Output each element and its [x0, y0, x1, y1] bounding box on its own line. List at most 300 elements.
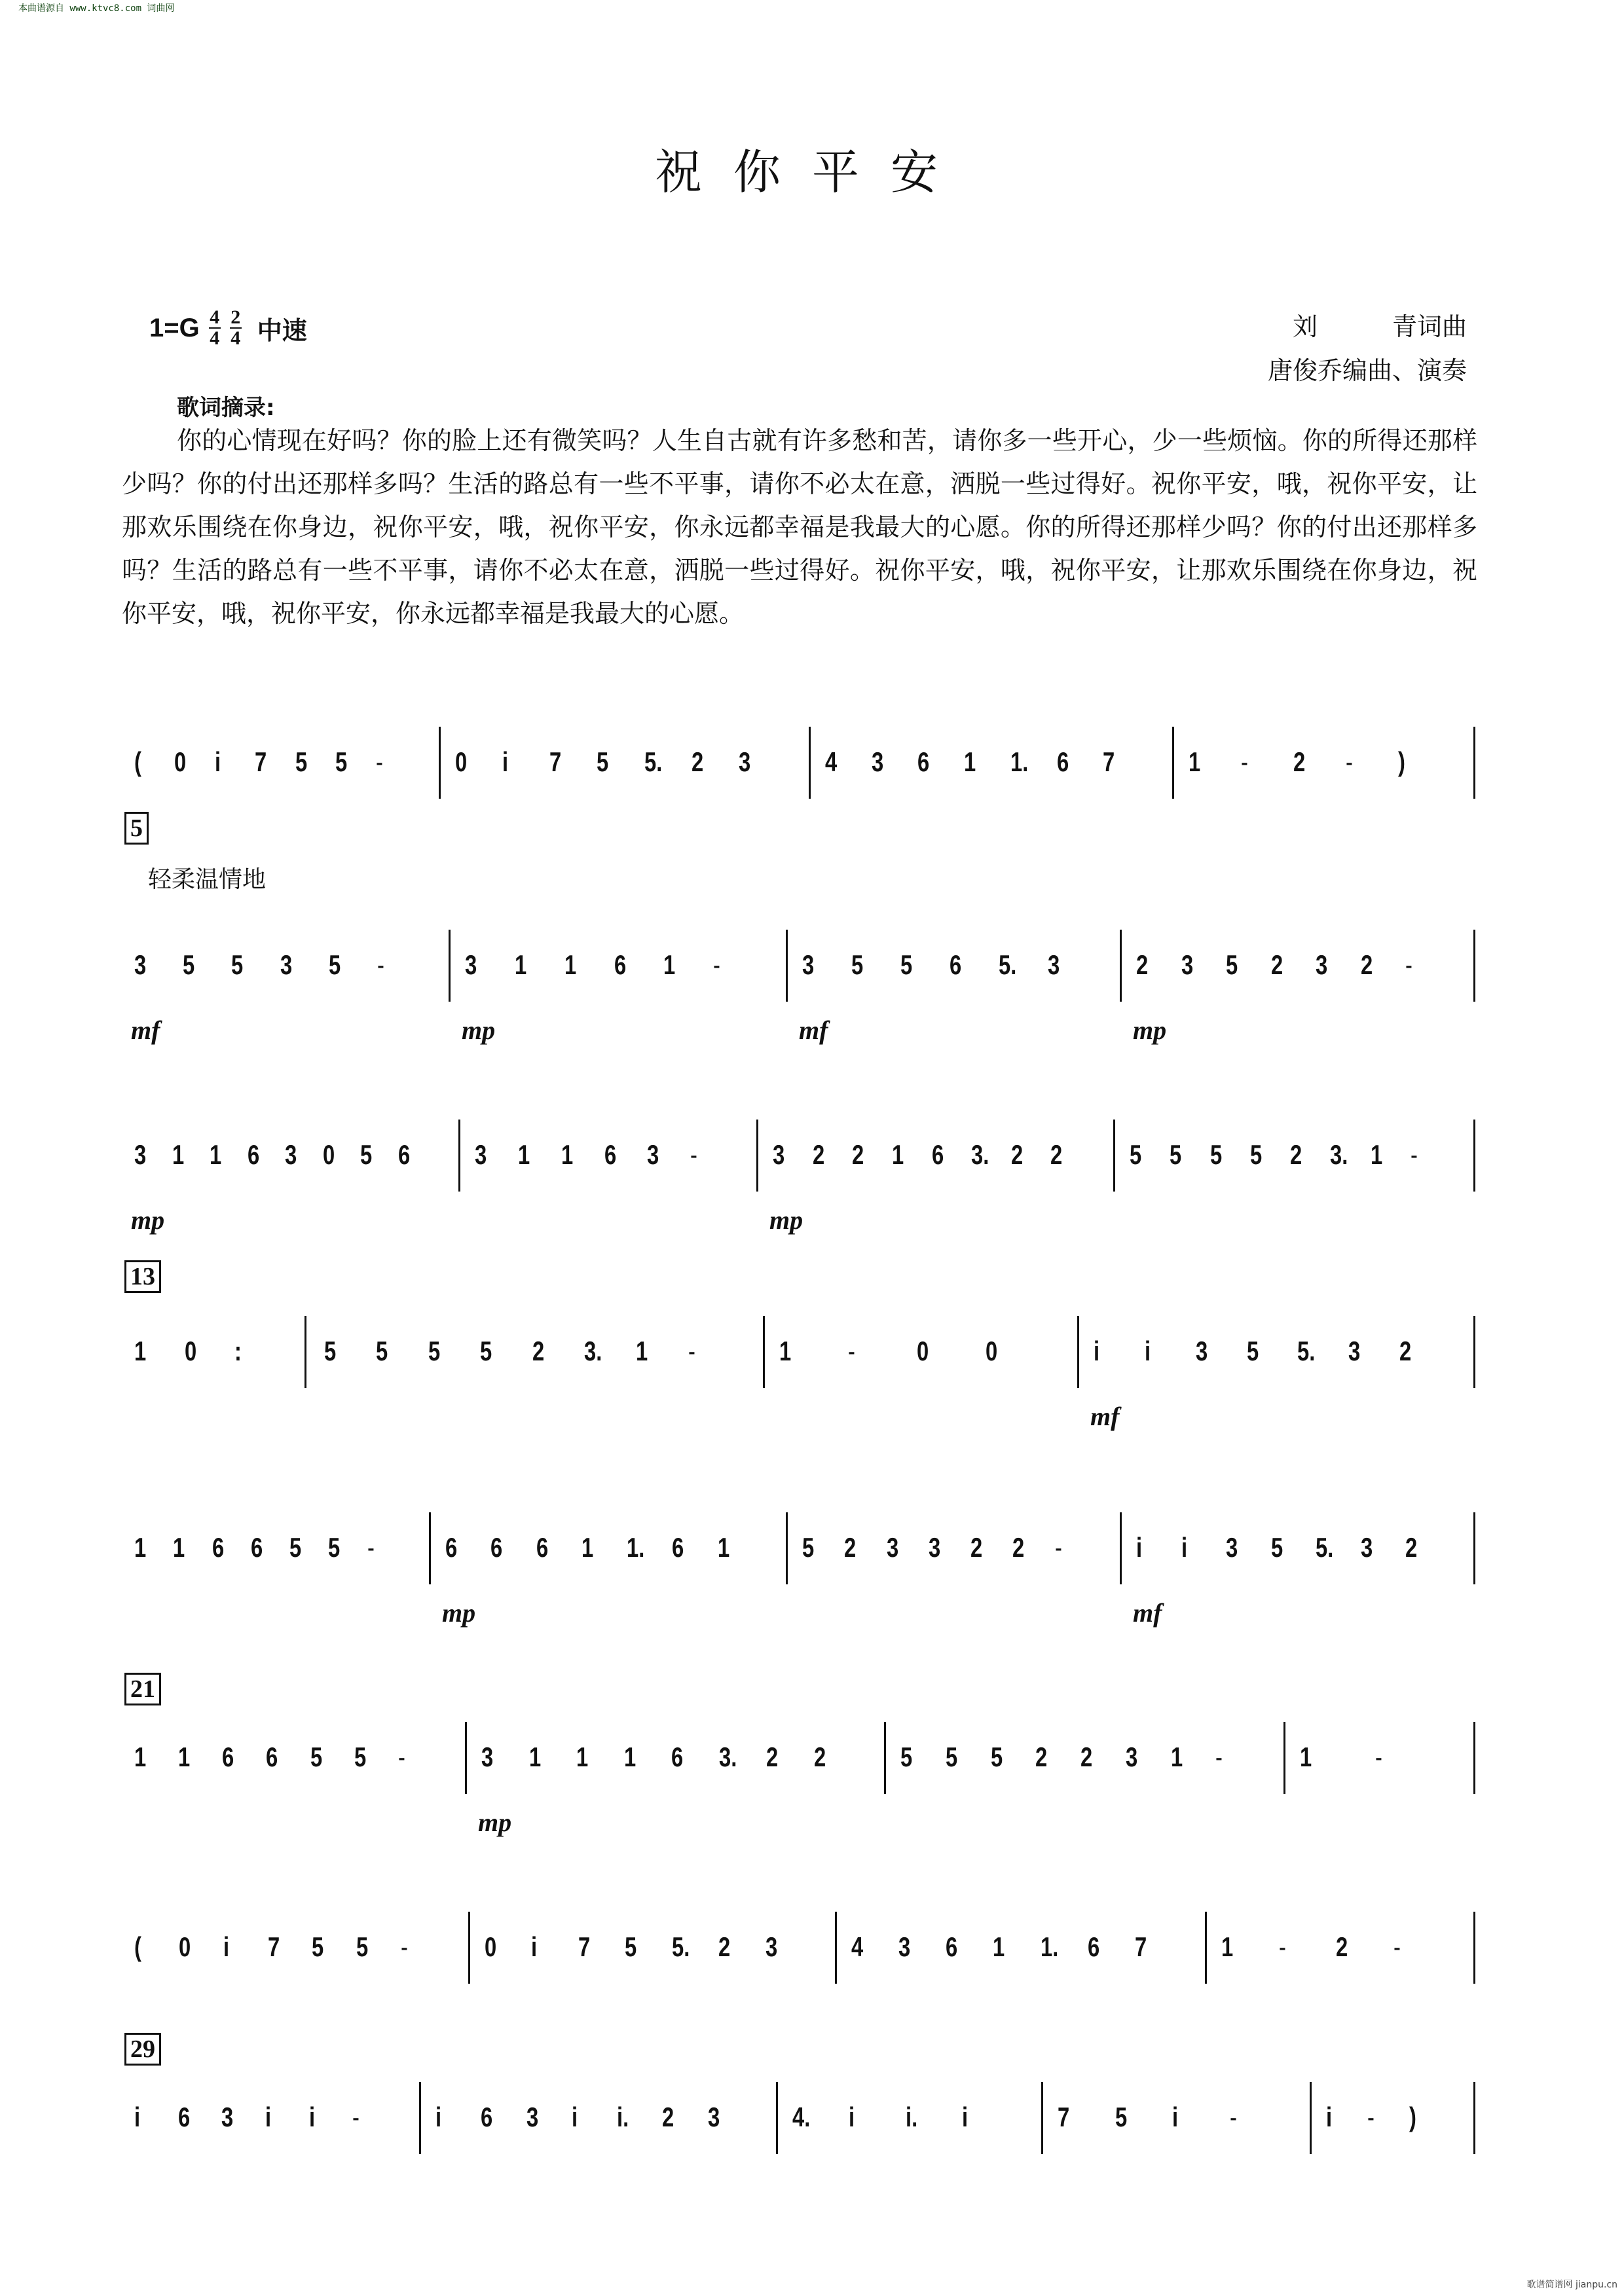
- note: 6: [917, 746, 930, 777]
- note: 2: [1360, 949, 1373, 980]
- barline: [449, 930, 451, 1002]
- note: 2: [766, 1741, 779, 1772]
- note: 2: [1080, 1741, 1093, 1772]
- note: 6: [950, 949, 962, 980]
- note: 1: [134, 1741, 147, 1772]
- note: 2: [1270, 949, 1283, 980]
- note: 3.: [583, 1336, 602, 1366]
- measure: [1120, 917, 1473, 1048]
- note: 7: [1134, 1931, 1147, 1962]
- note: 5: [289, 1532, 302, 1563]
- note: -: [352, 2102, 360, 2132]
- note: 2: [662, 2102, 674, 2132]
- expression-marking: 轻柔温情地: [148, 866, 267, 893]
- measure: [118, 2069, 419, 2200]
- note: 3: [1360, 1532, 1373, 1563]
- note: 5: [1209, 1139, 1222, 1170]
- measure: [1041, 2069, 1310, 2200]
- measure: [835, 1899, 1205, 2030]
- note: 6: [536, 1532, 548, 1563]
- note: 1: [134, 1336, 147, 1366]
- note: 2: [1012, 1532, 1025, 1563]
- note: -: [1229, 2102, 1237, 2132]
- note: 1: [561, 1139, 573, 1170]
- note: i.: [905, 2102, 917, 2132]
- key-signature-line: [149, 308, 307, 348]
- measure: [1310, 2069, 1473, 2200]
- note: 5: [1249, 1139, 1262, 1170]
- note: 5: [851, 949, 864, 980]
- note: 3.: [971, 1139, 989, 1170]
- note: -: [713, 949, 721, 980]
- note: 6: [604, 1139, 616, 1170]
- barline: [419, 2082, 421, 2154]
- rehearsal-mark-29: 29: [124, 2033, 161, 2066]
- note: 6: [931, 1139, 944, 1170]
- barline: [1473, 930, 1475, 1002]
- note: 6: [614, 949, 626, 980]
- dynamic-marking: mp: [462, 1015, 496, 1045]
- note: 1: [891, 1139, 904, 1170]
- dynamic-marking: mf: [799, 1015, 828, 1045]
- note: 5.: [1316, 1532, 1334, 1563]
- note: (: [134, 746, 141, 777]
- note: 5: [312, 1931, 324, 1962]
- note: 3: [134, 1139, 147, 1170]
- rehearsal-mark-21: 21: [124, 1673, 161, 1705]
- note: 0: [322, 1139, 335, 1170]
- note: 1: [717, 1532, 729, 1563]
- lyrics-heading: 歌词摘录:: [177, 395, 275, 421]
- note: 7: [1103, 746, 1115, 777]
- barline: [1120, 1512, 1122, 1584]
- barline: [1473, 1512, 1475, 1584]
- barline: [809, 727, 811, 799]
- note: 1: [172, 1139, 184, 1170]
- note: 3: [134, 949, 147, 980]
- note: 6: [1056, 746, 1069, 777]
- measure: [1205, 1899, 1473, 2030]
- note: 5: [354, 1741, 366, 1772]
- note: 5: [328, 1532, 341, 1563]
- barline: [1473, 2082, 1475, 2154]
- measure: [118, 1899, 468, 2030]
- note: i: [134, 2102, 141, 2132]
- measure: [1077, 1303, 1473, 1434]
- note: 5: [335, 746, 348, 777]
- measure: [786, 917, 1120, 1048]
- dynamic-marking: mp: [442, 1598, 476, 1628]
- note: i: [849, 2102, 855, 2132]
- note: 6: [247, 1139, 259, 1170]
- note: 6: [445, 1532, 458, 1563]
- measure: [118, 1106, 458, 1237]
- barline: [1310, 2082, 1312, 2154]
- note: 3: [1226, 1532, 1238, 1563]
- note: 3: [886, 1532, 898, 1563]
- measure: [308, 1303, 763, 1434]
- note: 7: [267, 1931, 280, 1962]
- note: 3: [1048, 949, 1060, 980]
- note: 7: [549, 746, 562, 777]
- credit-arranger: 唐俊乔编曲、演奏: [1267, 356, 1467, 385]
- note: 3: [928, 1532, 941, 1563]
- note: 3: [481, 1741, 494, 1772]
- note: 5: [183, 949, 195, 980]
- note: 1: [779, 1336, 792, 1366]
- note: 2: [844, 1532, 857, 1563]
- note: 6: [1087, 1931, 1099, 1962]
- measure: [1120, 1499, 1473, 1630]
- barline: [786, 1512, 788, 1584]
- note: 6: [177, 2102, 190, 2132]
- measure: [1283, 1709, 1473, 1840]
- note: i: [265, 2102, 272, 2132]
- barline: [468, 1912, 470, 1984]
- note: 1: [517, 1139, 530, 1170]
- note: i: [502, 746, 509, 777]
- measure: [468, 1899, 835, 2030]
- barline: [1077, 1316, 1079, 1388]
- note: i: [435, 2102, 442, 2132]
- note: -: [1241, 746, 1248, 777]
- measure: [118, 714, 439, 845]
- score-system: [118, 917, 1480, 1048]
- note: :: [234, 1336, 242, 1366]
- barline: [835, 1912, 837, 1984]
- note: -: [401, 1931, 409, 1962]
- note: i.: [617, 2102, 629, 2132]
- barline: [1041, 2082, 1043, 2154]
- time-signature-1: $\frac{4}{4}$: [210, 306, 220, 349]
- note: 2: [1405, 1532, 1418, 1563]
- key-signature: 1=G: [149, 313, 200, 342]
- note: 5: [376, 1336, 388, 1366]
- barline: [786, 930, 788, 1002]
- note: 3: [465, 949, 477, 980]
- note: 3: [1316, 949, 1328, 980]
- note: 5: [1270, 1532, 1283, 1563]
- note: 3: [526, 2102, 538, 2132]
- measure: [419, 2069, 776, 2200]
- note: 4.: [792, 2102, 811, 2132]
- barline: [1172, 727, 1174, 799]
- note: 0: [986, 1336, 998, 1366]
- note: -: [1346, 746, 1353, 777]
- note: 0: [184, 1336, 196, 1366]
- note: 5: [310, 1741, 322, 1772]
- note: -: [1367, 2102, 1375, 2132]
- note: 1: [1300, 1741, 1312, 1772]
- note: 3: [765, 1931, 777, 1962]
- note: 7: [255, 746, 267, 777]
- note: i: [961, 2102, 968, 2132]
- note: 5: [1170, 1139, 1182, 1170]
- note: 5: [231, 949, 244, 980]
- note: i: [223, 1931, 229, 1962]
- note: 3.: [1330, 1139, 1348, 1170]
- note: 3: [1348, 1336, 1361, 1366]
- note: 5: [324, 1336, 337, 1366]
- note: (: [134, 1931, 141, 1962]
- note: 2: [1290, 1139, 1302, 1170]
- note: -: [690, 1139, 698, 1170]
- barline: [1113, 1120, 1115, 1192]
- note: 1: [173, 1532, 185, 1563]
- note: i: [308, 2102, 315, 2132]
- note: 3: [707, 2102, 720, 2132]
- barline: [1473, 1912, 1475, 1984]
- note: i: [531, 1931, 538, 1962]
- note: 6: [222, 1741, 234, 1772]
- note: 6: [490, 1532, 503, 1563]
- note: 3: [1181, 949, 1193, 980]
- measure: [118, 917, 449, 1048]
- note: 3: [647, 1139, 659, 1170]
- dynamic-marking: mf: [131, 1015, 160, 1045]
- note: 6: [946, 1931, 958, 1962]
- note: 5: [597, 746, 609, 777]
- note: 5: [990, 1741, 1003, 1772]
- note: -: [1393, 1931, 1401, 1962]
- note: 3: [738, 746, 751, 777]
- measure: [118, 1709, 465, 1840]
- note: 2: [970, 1532, 983, 1563]
- dynamic-marking: mp: [769, 1205, 803, 1235]
- dynamic-marking: mp: [478, 1808, 512, 1837]
- barline: [1473, 1316, 1475, 1388]
- note: -: [1405, 949, 1413, 980]
- note: 7: [578, 1931, 591, 1962]
- barline: [1473, 727, 1475, 799]
- note: 6: [266, 1741, 278, 1772]
- note: 2: [852, 1139, 864, 1170]
- note: 3: [221, 2102, 234, 2132]
- note: 5: [900, 1741, 913, 1772]
- note: 1: [581, 1532, 594, 1563]
- note: 5: [625, 1931, 637, 1962]
- measure: [763, 1303, 1077, 1434]
- note: 0: [917, 1336, 929, 1366]
- note: 1: [1189, 746, 1201, 777]
- note: 5.: [1297, 1336, 1316, 1366]
- note: 2: [1293, 746, 1306, 777]
- note: i: [1144, 1336, 1151, 1366]
- note: -: [397, 1741, 405, 1772]
- credit-lyricist: 刘 青词曲: [1292, 312, 1467, 341]
- note: 1: [514, 949, 527, 980]
- lyrics-text: 你的心情现在好吗？你的脸上还有微笑吗？人生自古就有许多愁和苦，请你多一些开心，少一些烦恼。你的所得还那样少吗？你的付出还那样多吗？生活的路总有一些不平事，请你不必太在意，洒脱一些过得好。祝你平安，哦，祝你平安，让那欢乐围绕在你身边，祝你平安，哦，祝你平安，你永远都幸福是我最大的心愿。你的所得还那样少吗？你的付出还那样多吗？生活的路总有一些不平事，请你不必太在意，洒脱一些过得好。祝你平安，哦，祝你平安，让那欢乐围绕在你身边，祝你平安，哦，祝你平安，你永远都幸福是我最大的心愿。: [122, 426, 1477, 628]
- note: 2: [812, 1139, 824, 1170]
- note: 1: [528, 1741, 541, 1772]
- note: i: [1094, 1336, 1100, 1366]
- note: 5: [360, 1139, 373, 1170]
- measure: [1113, 1106, 1473, 1237]
- note: -: [375, 746, 383, 777]
- note: 1: [636, 1336, 648, 1366]
- note: 3: [475, 1139, 487, 1170]
- measure: [458, 1106, 756, 1237]
- footer-watermark: 歌谱简谱网 jianpu.cn: [1526, 2280, 1617, 2290]
- note: 1: [993, 1931, 1005, 1962]
- measure: [809, 714, 1172, 845]
- barline: [1120, 930, 1122, 1002]
- note: 1: [576, 1741, 589, 1772]
- note: 3: [280, 949, 292, 980]
- barline: [304, 1316, 306, 1388]
- barline: [756, 1120, 758, 1192]
- note: 5: [328, 949, 341, 980]
- note: 7: [1058, 2102, 1070, 2132]
- measure: [449, 917, 786, 1048]
- measure: [118, 1499, 429, 1630]
- note: 2: [1399, 1336, 1412, 1366]
- note: -: [1215, 1741, 1223, 1772]
- note: 0: [485, 1931, 497, 1962]
- measure: [786, 1499, 1120, 1630]
- note: 2: [1336, 1931, 1348, 1962]
- barline: [763, 1316, 765, 1388]
- note: 6: [671, 1741, 684, 1772]
- note: i: [214, 746, 221, 777]
- note: i: [1326, 2102, 1333, 2132]
- measure: [118, 1303, 308, 1434]
- note: 3: [1195, 1336, 1208, 1366]
- barline: [1205, 1912, 1207, 1984]
- note: 1.: [1010, 746, 1029, 777]
- note: 6: [481, 2102, 493, 2132]
- note: 2: [813, 1741, 826, 1772]
- measure: [429, 1499, 786, 1630]
- note: 3: [773, 1139, 785, 1170]
- note: -: [1410, 1139, 1418, 1170]
- note: 5: [1226, 949, 1238, 980]
- note: ): [1409, 2102, 1416, 2132]
- note: 1: [663, 949, 676, 980]
- note: 3: [898, 1931, 911, 1962]
- note: 2: [1035, 1741, 1048, 1772]
- score-system: [118, 1303, 1480, 1434]
- note: -: [1278, 1931, 1286, 1962]
- note: i: [1172, 2102, 1179, 2132]
- barline: [776, 2082, 778, 2154]
- note: 1: [210, 1139, 222, 1170]
- rehearsal-mark-5: 5: [124, 812, 149, 845]
- note: -: [367, 1532, 375, 1563]
- note: 5: [295, 746, 307, 777]
- note: 5.: [671, 1931, 690, 1962]
- note: 5: [1130, 1139, 1142, 1170]
- note: 5: [1246, 1336, 1259, 1366]
- note: 6: [672, 1532, 684, 1563]
- measure: [439, 714, 809, 845]
- note: 2: [718, 1931, 731, 1962]
- measure: [884, 1709, 1283, 1840]
- score-system: [118, 1106, 1480, 1237]
- note: 4: [851, 1931, 864, 1962]
- measure: [465, 1709, 884, 1840]
- note: 5: [945, 1741, 957, 1772]
- note: 5: [1115, 2102, 1127, 2132]
- note: 2: [532, 1336, 544, 1366]
- note: 5.: [644, 746, 662, 777]
- barline: [884, 1722, 886, 1794]
- barline: [1283, 1722, 1285, 1794]
- note: 1: [964, 746, 976, 777]
- note: 1: [623, 1741, 636, 1772]
- note: 0: [174, 746, 187, 777]
- note: i: [571, 2102, 578, 2132]
- measure: [1172, 714, 1473, 845]
- note: 5: [900, 949, 913, 980]
- note: 3.: [718, 1741, 737, 1772]
- time-signature-2: $\frac{2}{4}$: [231, 306, 241, 349]
- note: 1: [134, 1532, 147, 1563]
- note: 1.: [627, 1532, 645, 1563]
- note: 2: [1010, 1139, 1023, 1170]
- note: 0: [455, 746, 468, 777]
- song-title: 祝你平安: [654, 145, 969, 200]
- barline: [458, 1120, 460, 1192]
- note: 2: [1050, 1139, 1063, 1170]
- barline: [429, 1512, 431, 1584]
- note: 1: [1221, 1931, 1234, 1962]
- barline: [1473, 1120, 1475, 1192]
- note: 5: [802, 1532, 815, 1563]
- note: 2: [691, 746, 703, 777]
- score-system: [118, 1709, 1480, 1840]
- note: 2: [1136, 949, 1149, 980]
- note: 5: [428, 1336, 440, 1366]
- note: 1: [564, 949, 576, 980]
- note: 4: [825, 746, 838, 777]
- note: 1.: [1040, 1931, 1058, 1962]
- note: -: [1054, 1532, 1062, 1563]
- tempo-marking: 中速: [257, 316, 307, 345]
- barline: [1473, 1722, 1475, 1794]
- score-system: [118, 714, 1480, 845]
- note: 1: [178, 1741, 191, 1772]
- note: 6: [250, 1532, 263, 1563]
- note: i: [1181, 1532, 1187, 1563]
- note: -: [848, 1336, 855, 1366]
- barline: [465, 1722, 467, 1794]
- measure: [756, 1106, 1113, 1237]
- source-note: 本曲谱源自 www.ktvc8.com 词曲网: [18, 3, 175, 14]
- dynamic-marking: mf: [1133, 1598, 1162, 1628]
- note: 3: [285, 1139, 297, 1170]
- score-system: [118, 2069, 1480, 2200]
- score-system: [118, 1499, 1480, 1630]
- note: 3: [802, 949, 815, 980]
- note: 5.: [999, 949, 1017, 980]
- note: 5: [480, 1336, 492, 1366]
- note: i: [1136, 1532, 1143, 1563]
- note: 6: [397, 1139, 410, 1170]
- rehearsal-mark-13: 13: [124, 1260, 161, 1293]
- barline: [439, 727, 441, 799]
- note: 1: [1170, 1741, 1183, 1772]
- dynamic-marking: mp: [131, 1205, 165, 1235]
- note: 5: [356, 1931, 369, 1962]
- note: 6: [212, 1532, 224, 1563]
- note: -: [377, 949, 384, 980]
- note: 3: [871, 746, 883, 777]
- dynamic-marking: mf: [1090, 1402, 1120, 1431]
- measure: [776, 2069, 1041, 2200]
- note: -: [688, 1336, 695, 1366]
- dynamic-marking: mp: [1133, 1015, 1167, 1045]
